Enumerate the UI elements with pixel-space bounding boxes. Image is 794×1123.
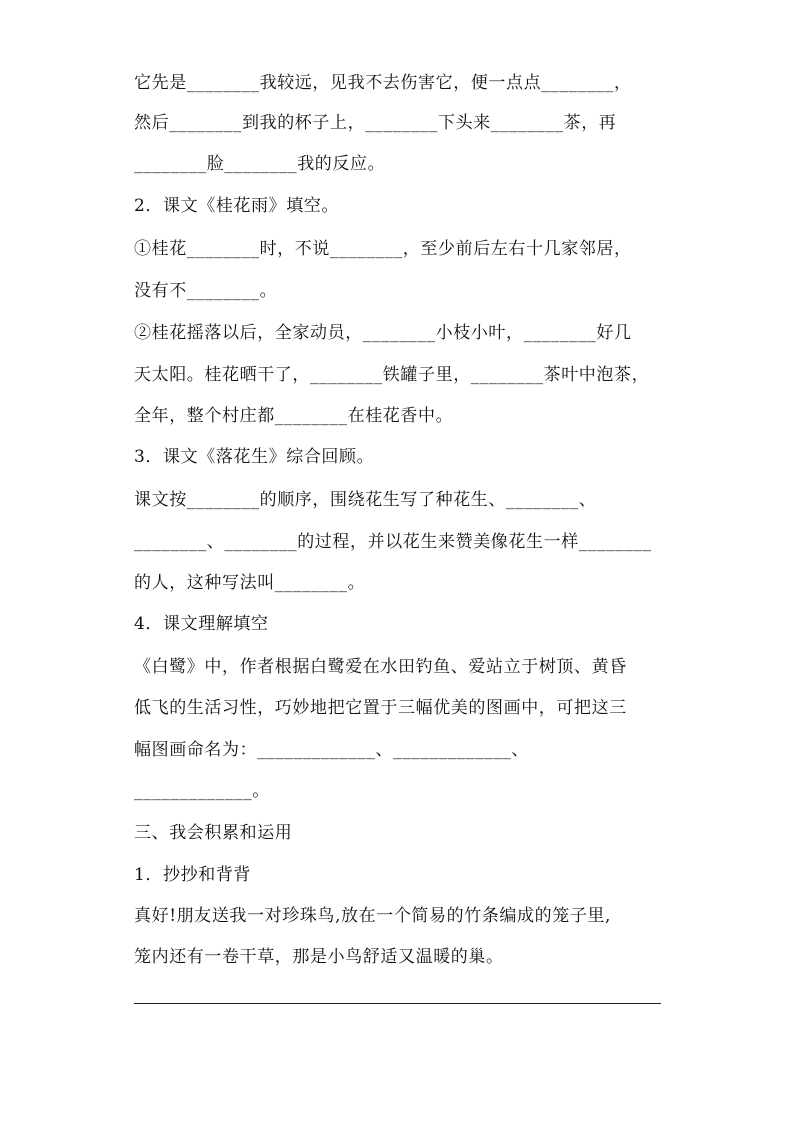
text-line: 然后________到我的杯子上，________下头来________茶，再 xyxy=(134,113,617,133)
text-line: 笼内还有一卷干草，那是小鸟舒适又温暖的巢。 xyxy=(134,947,504,967)
text-line: 低飞的生活习性，巧妙地把它置于三幅优美的图画中，可把这三 xyxy=(134,698,627,718)
question-heading: 3．课文《落花生》综合回顾。 xyxy=(134,447,375,467)
section-heading: 三、我会积累和运用 xyxy=(134,823,293,843)
question-heading: 1．抄抄和背背 xyxy=(134,865,252,885)
text-line: 全年，整个村庄都________在桂花香中。 xyxy=(134,406,454,426)
text-line: 幅图画命名为：_____________、_____________、 xyxy=(134,740,529,760)
text-line: ________、________的过程，并以花生来赞美像花生一样________ xyxy=(134,532,652,552)
text-line: ②桂花摇落以后，全家动员，________小枝小叶，________好几 xyxy=(134,323,632,343)
text-line: 课文按________的顺序，围绕花生写了种花生、________、 xyxy=(134,490,597,510)
text-line: ________脸________我的反应。 xyxy=(134,154,386,174)
text-line: 《白鹭》中，作者根据白鹭爱在水田钓鱼、爱站立于树顶、黄昏 xyxy=(134,657,627,677)
text-line: _____________。 xyxy=(134,781,270,801)
question-heading: 2．课文《桂花雨》填空。 xyxy=(134,196,340,216)
text-line: 天太阳。桂花晒干了，________铁罐子里，________茶叶中泡茶， xyxy=(134,365,650,385)
text-line: 它先是________我较远，见我不去伤害它，便一点点________， xyxy=(134,73,632,93)
text-line: 没有不________。 xyxy=(134,281,278,301)
question-heading: 4．课文理解填空 xyxy=(134,614,269,634)
text-line: 真好!朋友送我一对珍珠鸟,放在一个简易的竹条编成的笼子里, xyxy=(134,906,612,926)
text-line: ①桂花________时，不说________，至少前后左右十几家邻居， xyxy=(134,239,632,259)
text-line: 的人，这种写法叫________。 xyxy=(134,573,366,593)
answer-writing-line xyxy=(134,1003,661,1004)
